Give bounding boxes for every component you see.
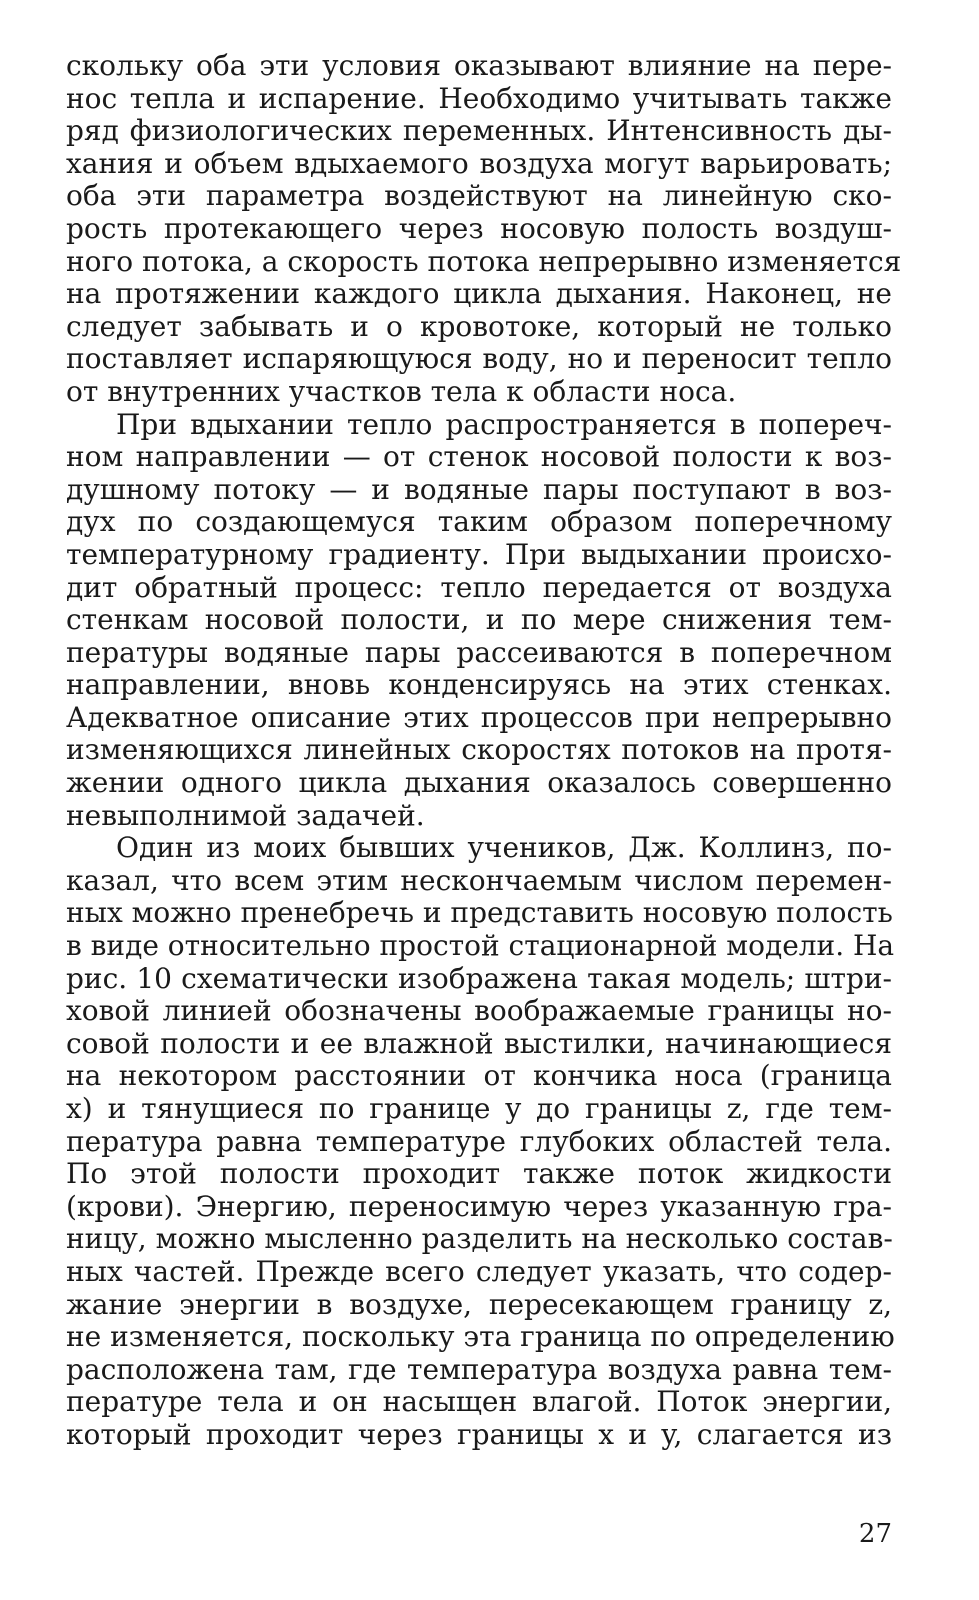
text-line: Один из моих бывших учеников, Дж. Коллинз, по- (116, 831, 892, 865)
text-line: По этой полости проходит также поток жидкости (66, 1157, 892, 1191)
text-line: на протяжении каждого цикла дыхания. Наконец, не (66, 277, 892, 311)
text-line: ховой линией обозначены воображаемые границы но- (66, 994, 892, 1028)
page-text (66, 49, 902, 1452)
text-line: пературы водяные пары рассеиваются в поперечном (66, 635, 892, 669)
text-line: ницу, можно мысленно разделить на несколько состав- (66, 1222, 893, 1256)
text-line: температурному градиенту. При выдыхании происхо- (66, 537, 892, 571)
text-line: на некотором расстоянии от кончика носа (граница (66, 1059, 892, 1093)
text-line: дух по создающемуся таким образом поперечному (66, 505, 892, 539)
text-line: в виде относительно простой стационарной модели. На (66, 929, 895, 963)
paragraph-2 (66, 409, 892, 833)
text-line: стенкам носовой полости, и по мере снижения тем- (66, 603, 892, 637)
paragraph-3 (66, 831, 895, 1451)
text-line: изменяющихся линейных скоростях потоков на протя- (66, 733, 892, 767)
text-line: душному потоку — и водяные пары поступают в воз- (66, 472, 892, 506)
text-line: жении одного цикла дыхания оказалось совершенно (66, 766, 892, 800)
text-line: пературе тела и он насыщен влагой. Поток энергии, (66, 1385, 892, 1419)
text-line: жание энергии в воздухе, пересекающем границу z, (66, 1287, 892, 1321)
text-line: рость протекающего через носовую полость воздуш- (66, 211, 892, 245)
text-line: хания и объем вдыхаемого воздуха могут варьировать; (66, 146, 892, 180)
text-line: ного потока, а скорость потока непрерывно изменяется (66, 244, 902, 278)
text-line: который проходит через границы x и y, слагается из (66, 1417, 892, 1451)
text-line: дит обратный процесс: тепло передается от воздуха (66, 570, 892, 604)
text-line: пература равна температуре глубоких областей тела. (66, 1124, 892, 1158)
text-line: x) и тянущиеся по границе y до границы z, где тем- (66, 1092, 892, 1125)
text-line: совой полости и ее влажной выстилки, начинающиеся (66, 1026, 892, 1060)
text-line: ных частей. Прежде всего следует указать, что содер- (66, 1254, 892, 1288)
text-line: казал, что всем этим нескончаемым числом перемен- (66, 863, 892, 897)
text-line: от внутренних участков тела к области носа. (66, 374, 737, 408)
text-line: (крови). Энергию, переносимую через указанную гра- (66, 1189, 892, 1223)
text-line: расположена там, где температура воздуха равна тем- (66, 1352, 892, 1386)
text-line: ряд физиологических переменных. Интенсивность ды- (66, 114, 892, 148)
page-number: 27 (858, 1519, 892, 1549)
text-line: оба эти параметра воздействуют на линейную ско- (66, 179, 892, 213)
paragraph-1 (66, 49, 902, 409)
text-line: рис. 10 схематически изображена такая модель; штри- (66, 961, 892, 995)
text-line: При вдыхании тепло распространяется в попереч- (116, 407, 892, 441)
text-line: ном направлении — от стенок носовой полости к воз- (66, 440, 892, 474)
text-line: не изменяется, поскольку эта граница по определению (66, 1320, 895, 1354)
text-line: поставляет испаряющуюся воду, но и переносит тепло (66, 342, 892, 376)
text-line: следует забывать и о кровотоке, который не только (66, 309, 892, 343)
text-line: ных можно пренебречь и представить носовую полость (66, 896, 893, 930)
text-line: Адекватное описание этих процессов при непрерывно (66, 700, 892, 734)
text-line: невыполнимой задачей. (66, 798, 425, 832)
text-line: нос тепла и испарение. Необходимо учитывать также (66, 81, 892, 115)
text-line: скольку оба эти условия оказывают влияние на пере- (66, 49, 892, 82)
text-line: направлении, вновь конденсируясь на этих стенках. (66, 668, 892, 702)
